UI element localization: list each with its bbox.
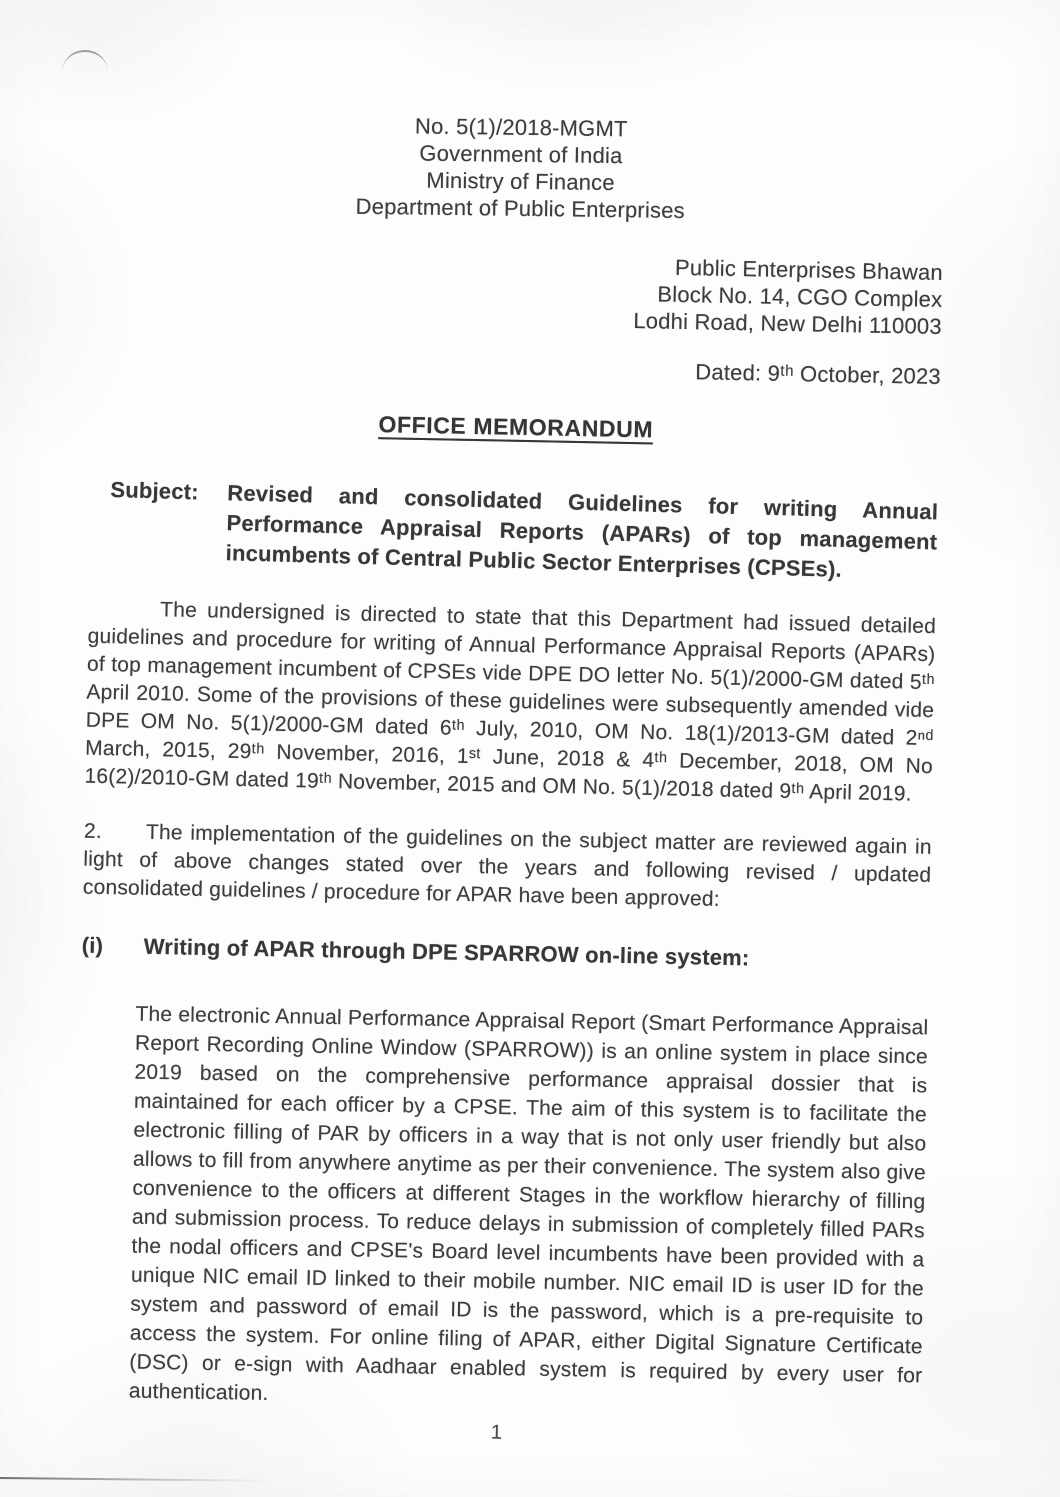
address-line-building: Public Enterprises Bhawan xyxy=(674,254,944,285)
address-line-city: Lodhi Road, New Delhi 110003 xyxy=(633,308,943,339)
item-i-number: (i) xyxy=(81,932,104,958)
org-line-ministry: Ministry of Finance xyxy=(426,167,615,196)
item-i-body: The electronic Annual Performance Appraisal Report (Smart Performance Appraisal Report Recording Online Window (SPARROW)) is an online system in place since 2019 based on the comprehensive performance appraisal dossier that is maintained for each officer by a CPSE. The aim of this system is to facilitate the electronic filling of PAR by officers in a way that is not only user friendly but also allows to fill from anywhere anytime as per their convenience. The system also give convenience to the officers at different Stages in the workflow hierarchy of filling and submission process. To reduce delays in submission of completely filled PARs the nodal officers and CPSE's Board level incumbents have been provided with a unique NIC email ID linked to their mobile number. NIC email ID is user ID for the system and password of email ID is the password, which is a pre-requisite to access the system. For online filing of APAR, either Digital Signature Certificate (DSC) or e-sign with Aadhaar enabled system is required by every user for authentication. xyxy=(128,1002,929,1405)
page-number: 1 xyxy=(490,1421,503,1444)
subject-row xyxy=(108,475,938,587)
reference-number: No. 5(1)/2018-MGMT xyxy=(414,113,628,142)
item-i-heading-row xyxy=(82,933,930,975)
paragraph-2-text: The implementation of the guidelines on the subject matter are reviewed again in light of above changes stated over the years and following revised / updated consolidated guidelines / procedure for APAR have been approved: xyxy=(82,820,933,911)
paragraph-2 xyxy=(83,818,932,918)
address-line-block: Block No. 14, CGO Complex xyxy=(657,281,943,312)
item-i-heading: Writing of APAR through DPE SPARROW on-line system: xyxy=(143,933,750,971)
letterhead xyxy=(96,108,945,227)
memo-title xyxy=(92,406,940,449)
date-line: Dated: 9ᵗʰ October, 2023 xyxy=(695,359,942,389)
org-line-government: Government of India xyxy=(419,140,623,169)
org-line-department: Department of Public Enterprises xyxy=(355,193,686,224)
scan-bottom-line-artifact xyxy=(0,1477,275,1482)
subject-text: Revised and consolidated Guidelines for writing Annual Performance Appraisal Reports (APARs) of top management incumbents of Central Public Sector Enterprises (CPSEs). xyxy=(225,480,939,582)
address-block xyxy=(94,243,943,340)
subject-label: Subject: xyxy=(110,477,200,505)
memo-title-text: OFFICE MEMORANDUM xyxy=(378,411,654,443)
paragraph-1: The undersigned is directed to state that this Department had issued detailed guidelines and procedure for writing of Annual Performance Appraisal Reports (APARs) of top management incumbent of CPSEs vide DPE DO letter No. 5(1)/2000-GM dated 5ᵗʰ April 2010. Some of the provisions of these guidelines were subsequently amended vide DPE OM No. 5(1)/2000-GM dated 6ᵗʰ July, 2010, OM No. 18(1)/2013-GM dated 2ⁿᵈ March, 2015, 29ᵗʰ November, 2016, 1ˢᵗ June, 2018 & 4ᵗʰ December, 2018, OM No 16(2)/2010-GM dated 19ᵗʰ November, 2015 and OM No. 5(1)/2018 dated 9ᵗʰ April 2019. xyxy=(84,598,937,806)
paragraph-2-number: 2. xyxy=(83,819,103,843)
